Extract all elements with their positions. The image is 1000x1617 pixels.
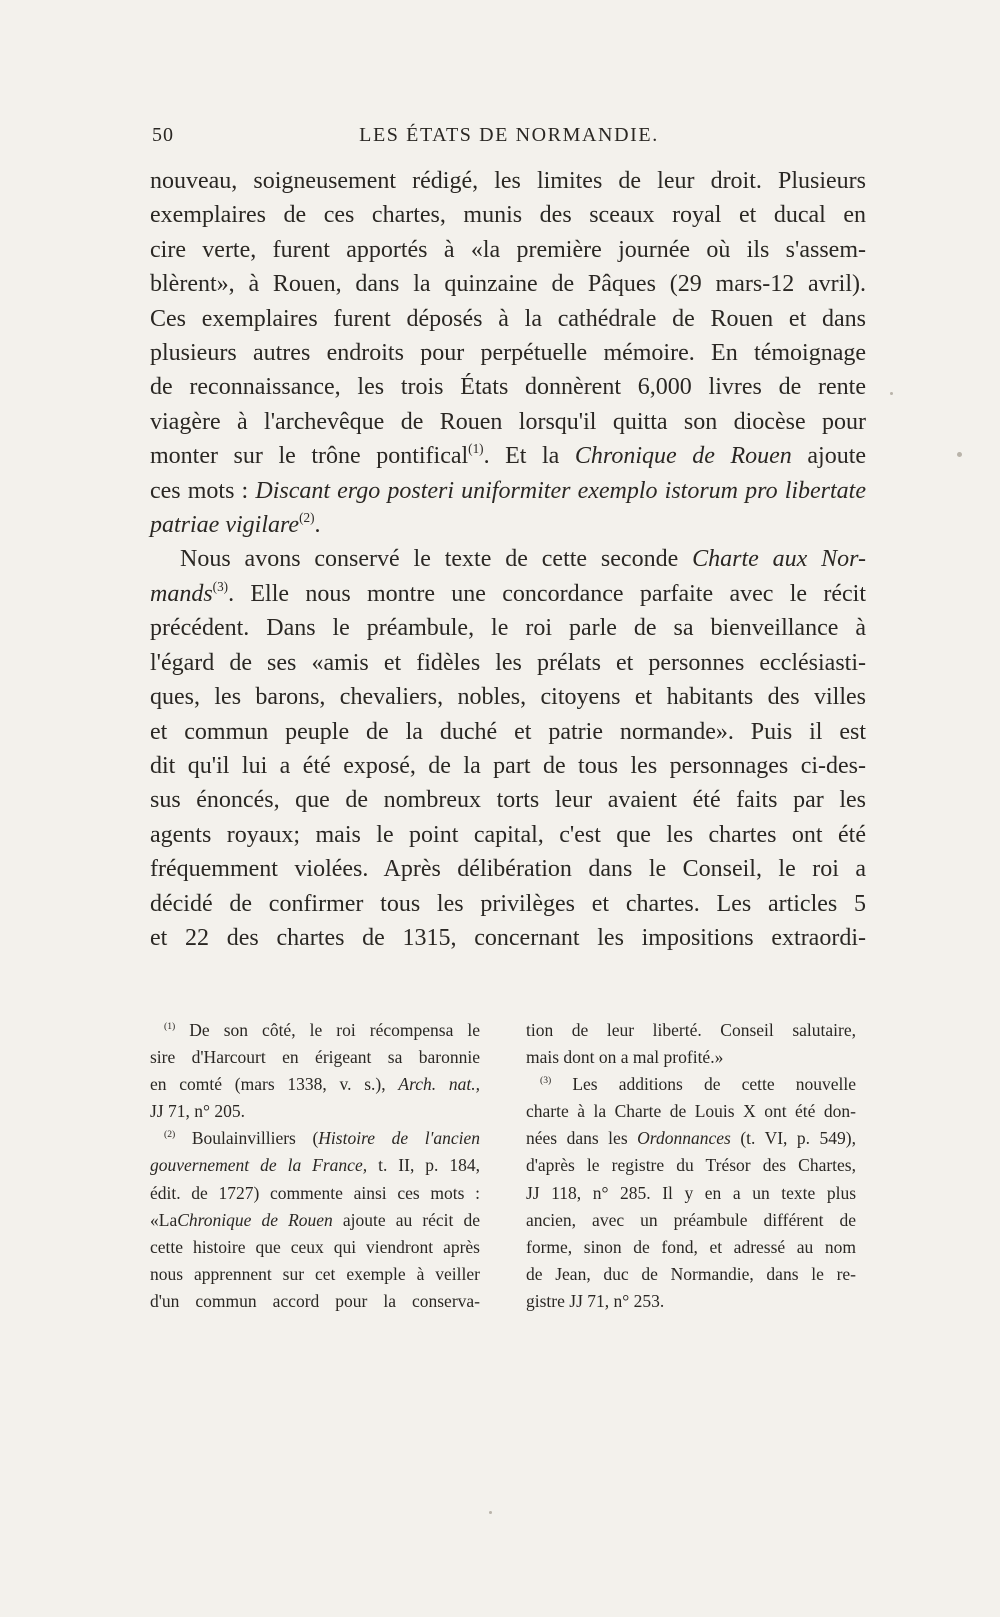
footnote-text: nées dans les <box>526 1128 628 1149</box>
footnote-line: nous apprennent sur cet exemple à veiller <box>150 1263 480 1284</box>
footnote-text: De son côté, le roi récompensa le <box>189 1020 480 1040</box>
body-text-run: Nous avons conservé le texte de cette seconde <box>180 546 679 573</box>
body-text-run: . Elle nous montre une concordance parfaite avec le récit <box>228 580 866 607</box>
body-line: et commun peuple de la duché et patrie normande». Puis il est <box>150 718 866 745</box>
body-line: dit qu'il lui a été exposé, de la part de tous les personnages ci-des- <box>150 752 866 779</box>
paper-speck <box>489 1511 492 1514</box>
body-line: de reconnaissance, les trois États donnèrent 6,000 livres de rente <box>150 374 866 401</box>
footnote-line <box>150 1125 480 1152</box>
footnote-marker: (3) <box>540 1074 552 1086</box>
latin-quote: patriae vigilare <box>150 512 300 539</box>
footnote-text: en comté (mars 1338, v. s.), <box>150 1074 386 1095</box>
citation-italic: gouvernement de la France, <box>150 1155 368 1176</box>
footnote-line <box>150 1152 480 1179</box>
footnote-line: de Jean, duc de Normandie, dans le re- <box>526 1263 856 1284</box>
body-line: décidé de confirmer tous les privilèges et chartes. Les articles 5 <box>150 890 866 917</box>
body-line: fréquemment violées. Après délibération dans le Conseil, le roi a <box>150 856 866 883</box>
paper-speck <box>957 452 962 457</box>
footnote-text: t. II, p. 184, <box>378 1155 481 1176</box>
work-title: mands <box>150 580 213 607</box>
footnote-text: ajoute au récit de <box>342 1209 480 1230</box>
footnote-line <box>150 1207 480 1234</box>
body-line: agents royaux; mais le point capital, c'est que les chartes ont été <box>150 821 866 848</box>
running-title: LES ÉTATS DE NORMANDIE. <box>359 124 659 146</box>
footnote-text: Boulainvilliers ( <box>191 1128 319 1149</box>
footnote-line <box>526 1071 856 1098</box>
footnote-marker: (1) <box>164 1020 176 1032</box>
body-text-run: monter sur le trône pontifical <box>150 443 469 470</box>
body-line: ques, les barons, chevaliers, nobles, citoyens et habitants des villes <box>150 684 866 711</box>
footnote-line: sire d'Harcourt en érigeant sa baronnie <box>150 1047 480 1068</box>
footnote-line: ancien, avec un préambule différent de <box>526 1209 856 1230</box>
footnote-line: d'un commun accord pour la conserva- <box>150 1290 480 1311</box>
footnote-line: JJ 71, n° 205. <box>150 1101 245 1122</box>
body-text-run: . Et la <box>483 443 560 470</box>
page-number: 50 <box>152 124 174 146</box>
body-line: l'égard de ses «amis et fidèles les prélats et personnes ecclésiasti- <box>150 649 866 676</box>
body-line: blèrent», à Rouen, dans la quinzaine de Pâques (29 mars-12 avril). <box>150 271 866 298</box>
body-text <box>150 164 866 955</box>
body-line: exemplaires de ces chartes, munis des sceaux royal et ducal en <box>150 202 866 229</box>
page-header <box>152 120 866 154</box>
footnote-text: (t. VI, p. 549), <box>740 1128 857 1149</box>
footnote-line: forme, sinon de fond, et adressé au nom <box>526 1236 856 1257</box>
footnote-line: gistre JJ 71, n° 253. <box>526 1290 665 1311</box>
body-line: sus énoncés, que de nombreux torts leur avaient été faits par les <box>150 787 866 814</box>
footnote-text: Les additions de cette nouvelle <box>572 1074 856 1095</box>
body-line <box>150 439 866 473</box>
body-line: cire verte, furent apportés à «la première journée où ils s'assem- <box>150 236 866 263</box>
footnote-ref: (2) <box>299 510 315 526</box>
body-line <box>150 542 866 576</box>
body-line: nouveau, soigneusement rédigé, les limites de leur droit. Plusieurs <box>150 168 866 194</box>
footnote-ref: (1) <box>468 441 484 457</box>
footnote-line: d'après le registre du Trésor des Chartes, <box>526 1155 856 1176</box>
body-text-run: ces mots : <box>150 477 249 504</box>
footnote-line: édit. de 1727) commente ainsi ces mots : <box>150 1182 480 1203</box>
paper-speck <box>890 392 893 395</box>
body-line: et 22 des chartes de 1315, concernant les impositions extraordi- <box>150 924 866 951</box>
work-title: Chronique de Rouen <box>574 443 792 470</box>
body-text-run: . <box>314 512 321 539</box>
footnote-text: «La <box>150 1209 178 1230</box>
footnote-line: mais dont on a mal profité.» <box>526 1047 724 1068</box>
footnotes-right-column <box>526 1017 856 1315</box>
body-line <box>150 474 866 508</box>
footnotes <box>150 1017 866 1337</box>
body-line <box>150 508 866 542</box>
citation-italic: Chronique de Rouen <box>177 1209 333 1230</box>
footnote-line <box>150 1017 480 1044</box>
footnote-line: cette histoire que ceux qui viendront après <box>150 1236 480 1257</box>
footnote-ref: (3) <box>212 578 229 594</box>
footnote-line <box>526 1125 856 1152</box>
footnote-line: charte à la Charte de Louis X ont été don- <box>526 1101 856 1122</box>
body-line: viagère à l'archevêque de Rouen lorsqu'il quitta son diocèse pour <box>150 408 866 435</box>
footnote-line <box>150 1071 480 1098</box>
body-line: plusieurs autres endroits pour perpétuelle mémoire. En témoignage <box>150 340 866 367</box>
work-title: Charte aux Nor- <box>692 546 867 573</box>
latin-quote: Discant ergo posteri uniformiter exemplo istorum pro libertate <box>255 477 867 504</box>
footnotes-left-column <box>150 1017 480 1315</box>
footnote-line: JJ 118, n° 285. Il y en a un texte plus <box>526 1182 856 1203</box>
citation-italic: Ordonnances <box>637 1128 731 1149</box>
body-line: Ces exemplaires furent déposés à la cathédrale de Rouen et dans <box>150 305 866 332</box>
body-line <box>150 577 866 611</box>
footnote-marker: (2) <box>164 1129 176 1141</box>
citation-italic: Arch. nat., <box>398 1074 481 1095</box>
body-text-run: ajoute <box>807 443 867 470</box>
body-line: précédent. Dans le préambule, le roi parle de sa bienveillance à <box>150 615 866 642</box>
citation-italic: Histoire de l'ancien <box>318 1128 480 1149</box>
footnote-line: tion de leur liberté. Conseil salutaire, <box>526 1020 856 1040</box>
